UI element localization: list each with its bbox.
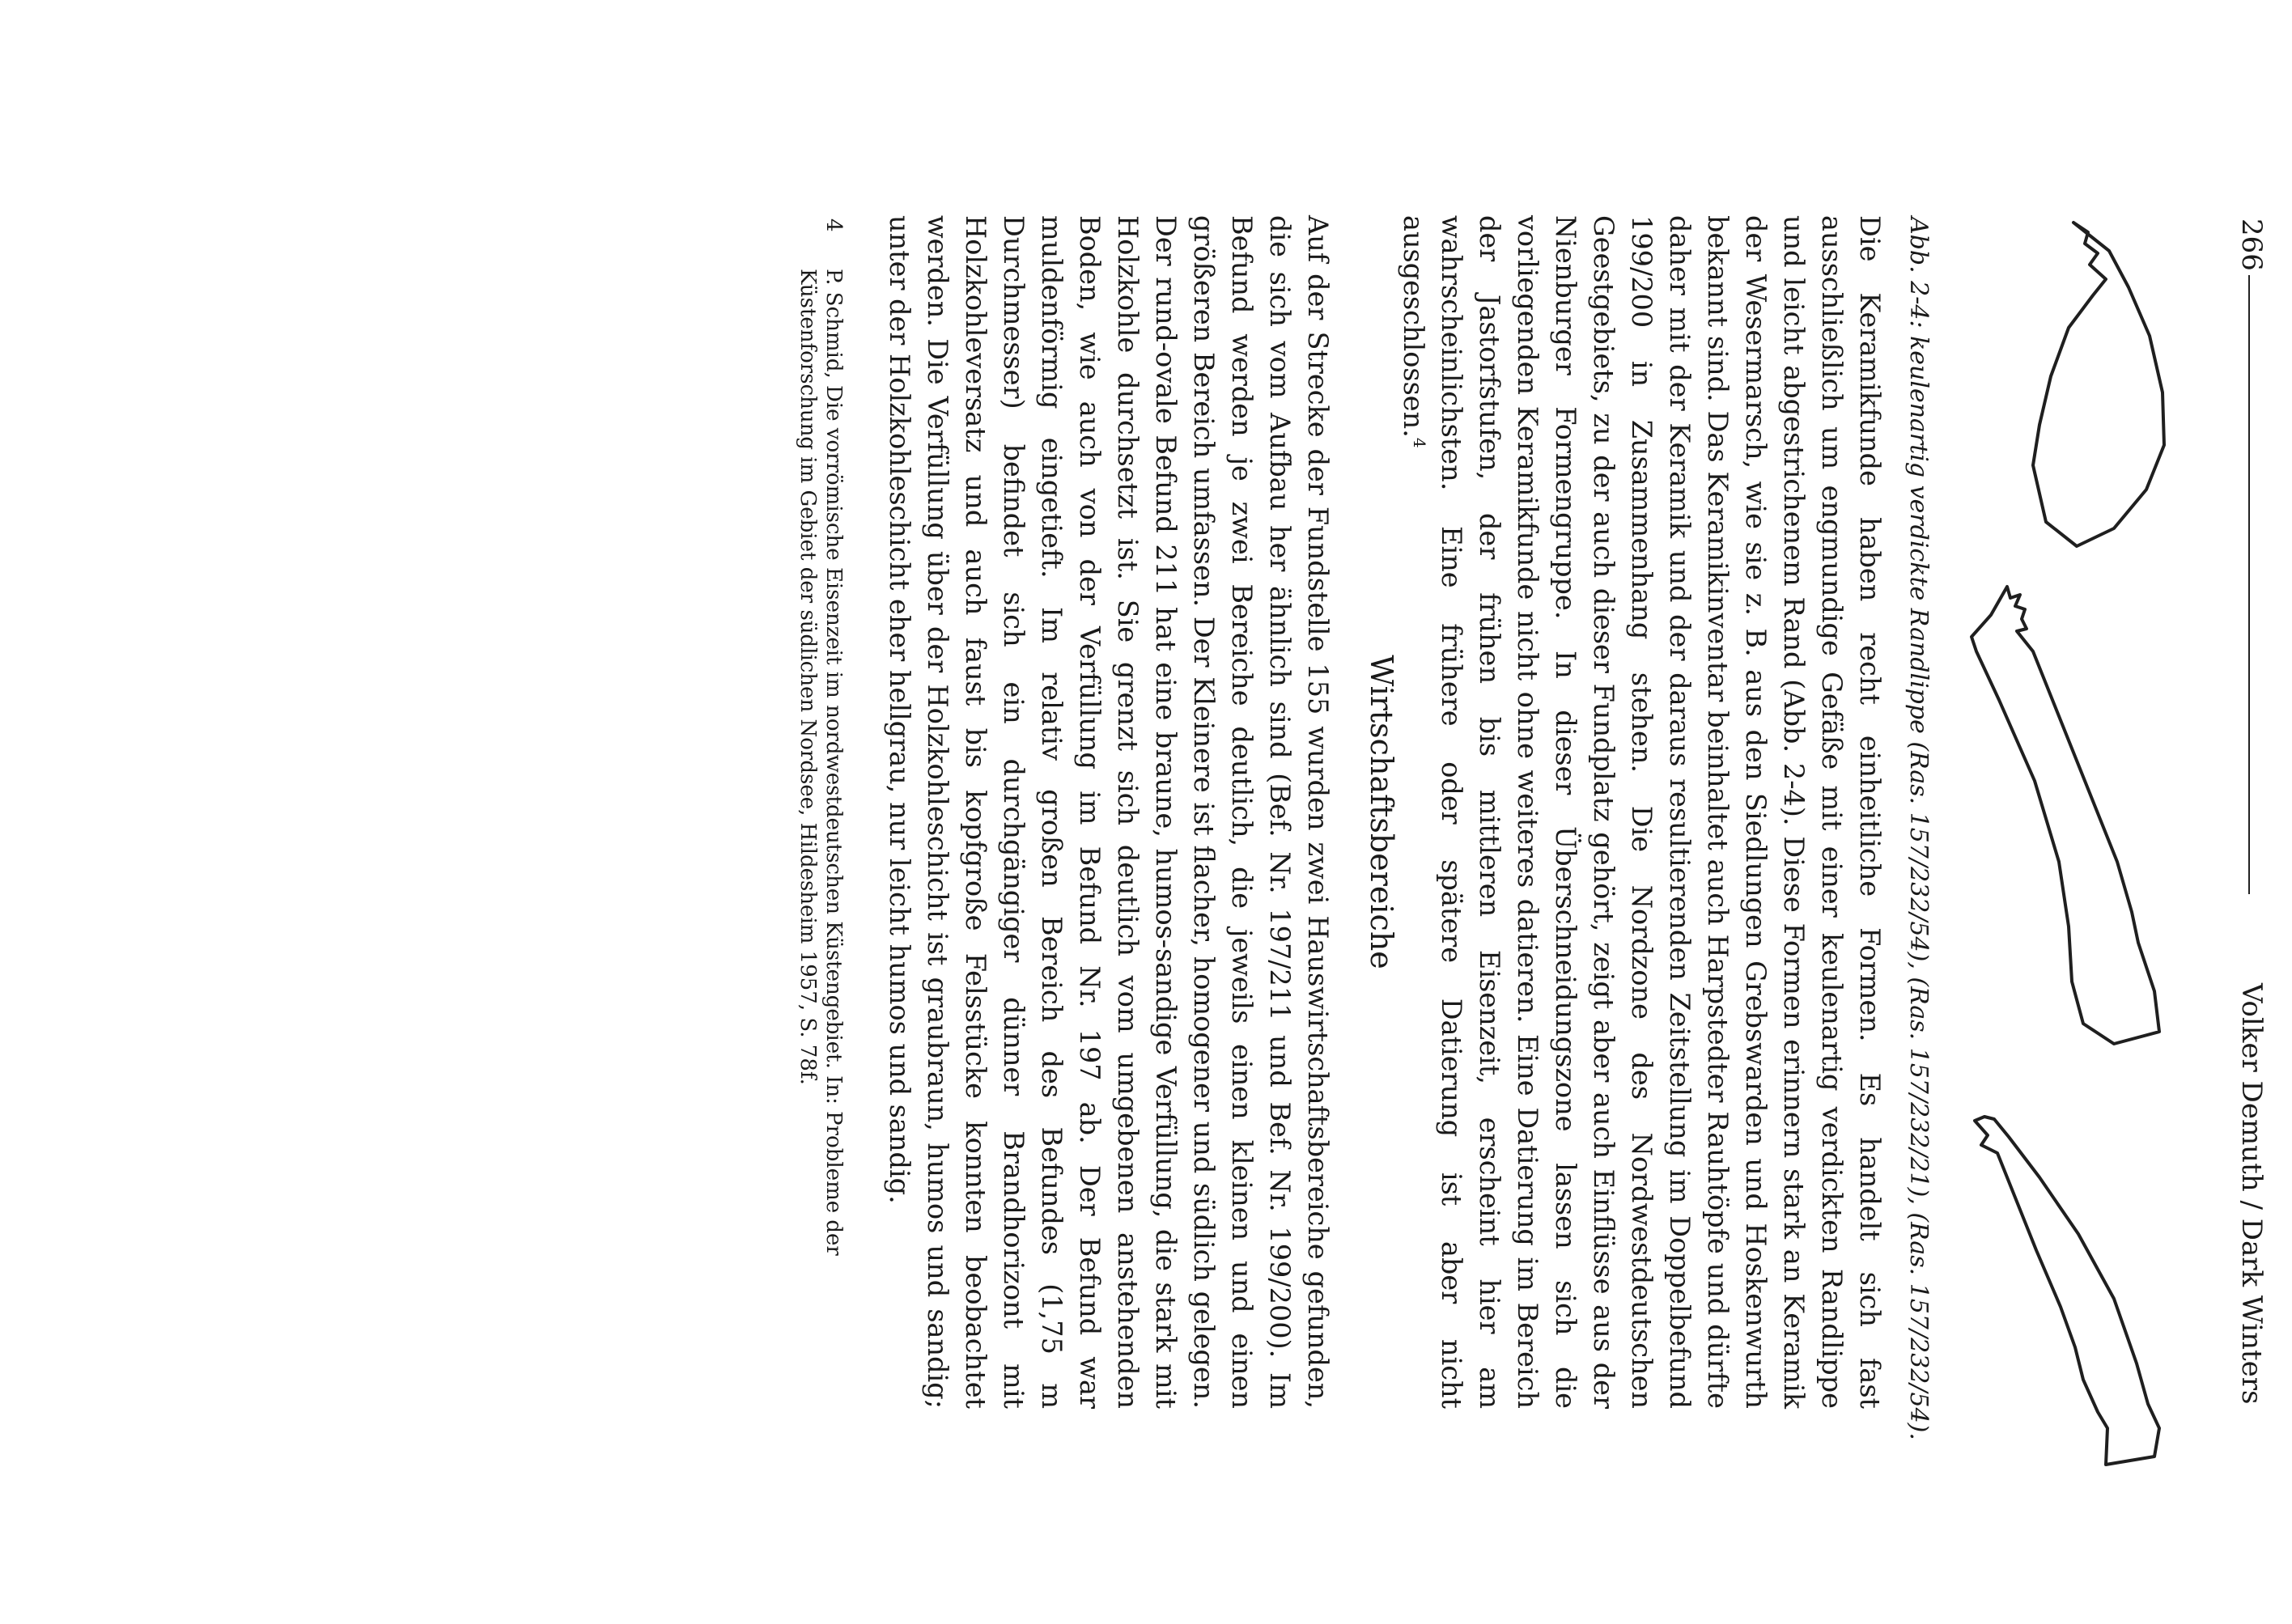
footnote-ref-4[interactable]: 4 (1410, 437, 1430, 448)
sherd-drawing-2 (1972, 587, 2159, 1044)
sherd-drawing-1 (2033, 223, 2164, 546)
figure-drawings (1952, 214, 2227, 1469)
running-head: Volker Demuth / Dark Winters (2235, 983, 2268, 1405)
body-paragraph-2: Auf der Strecke der Fundstelle 155 wurden zwei Hauswirtschaftsbereiche gefunden, die sich vom Aufbau her ähnlich sind (Bef. Nr. 197/211 und Bef. Nr. 199/200). Im Befund werden je zwei Bereiche deutlich, die jeweils einen kleinen und einen größeren Bereich umfassen. Der Kleinere ist flacher, homogener und südlich gelegen. Der rund-ovale Befund 211 hat eine braune, humos-sandige Verfüllung, die stark mit Holzkohle durchsetzt ist. Sie grenzt sich deutlich vom umgebenen anstehenden Boden, wie auch von der Verfüllung im Befund Nr. 197 ab. Der Befund war muldenförmig eingetieft. Im relativ großen Bereich des Befundes (1,75 m Durchmesser) befindet sich ein durchgängiger dünner Brandhorizont mit Holzkohleversatz und auch faust bis kopfgroße Felsstücke konnten beobachtet werden. Die Verfüllung über der Holzkohleschicht ist graubraun, humos und sandig; unter der Holzkohleschicht eher hellgrau, nur leicht humos und sandig. (884, 215, 1334, 1409)
footnote-text: P. Schmid, Die vorrömische Eisenzeit im nordwestdeutschen Küstengebiet. In: Probleme der Küstenforschung im Gebiet der südlichen Nordsee, Hildesheim 1957, S. 78f. (796, 269, 846, 1256)
body-paragraph-1 (1394, 215, 1889, 1409)
sherd-drawing-3 (1975, 1117, 2159, 1465)
body-paragraph-1-text: Die Keramikfunde haben recht einheitliche Formen. Es handelt sich fast ausschließlich um engmundige Gefäße mit einer keulenartig verdickten Randlippe und leicht abgestrichenem Rand (Abb. 2-4). Diese Formen erinnern stark an Keramik der Wesermarsch, wie sie z. B. aus den Siedlungen Grebswarden und Hoskenwurth bekannt sind. Das Keramikinventar beinhaltet auch Harpstedter Rauhtöpfe und dürfte daher mit der Keramik und der daraus resultierenden Zeitstellung im Doppelbefund 199/200 in Zusammenhang stehen. Die Nordzone des Nordwestdeutschen Geestgebiets, zu der auch dieser Fundplatz gehört, zeigt aber auch Einflüsse aus der Nienburger Formengruppe. In dieser Überschneidungszone lassen sich die vorliegenden Keramikfunde nicht ohne weiteres datieren. Eine Datierung im Bereich der Jastorfstufen, der frühen bis mittleren Eisenzeit, erscheint hier am wahrscheinlichsten. Eine frühere oder spätere Datierung ist aber nicht ausgeschlossen. (1398, 215, 1886, 1409)
footnote-number: 4 (821, 218, 846, 232)
page-number: 266 (2235, 218, 2268, 271)
section-heading: Wirtschaftsbereiche (1364, 655, 1399, 969)
figure-caption: Abb. 2-4: keulenartig verdickte Randlippe (Ras. 157/232/54), (Ras. 157/232/21), (Ras. 157/232/54). (1904, 217, 1933, 1440)
figure-sherd-profiles (1952, 214, 2227, 1469)
header-rule (2248, 275, 2250, 894)
